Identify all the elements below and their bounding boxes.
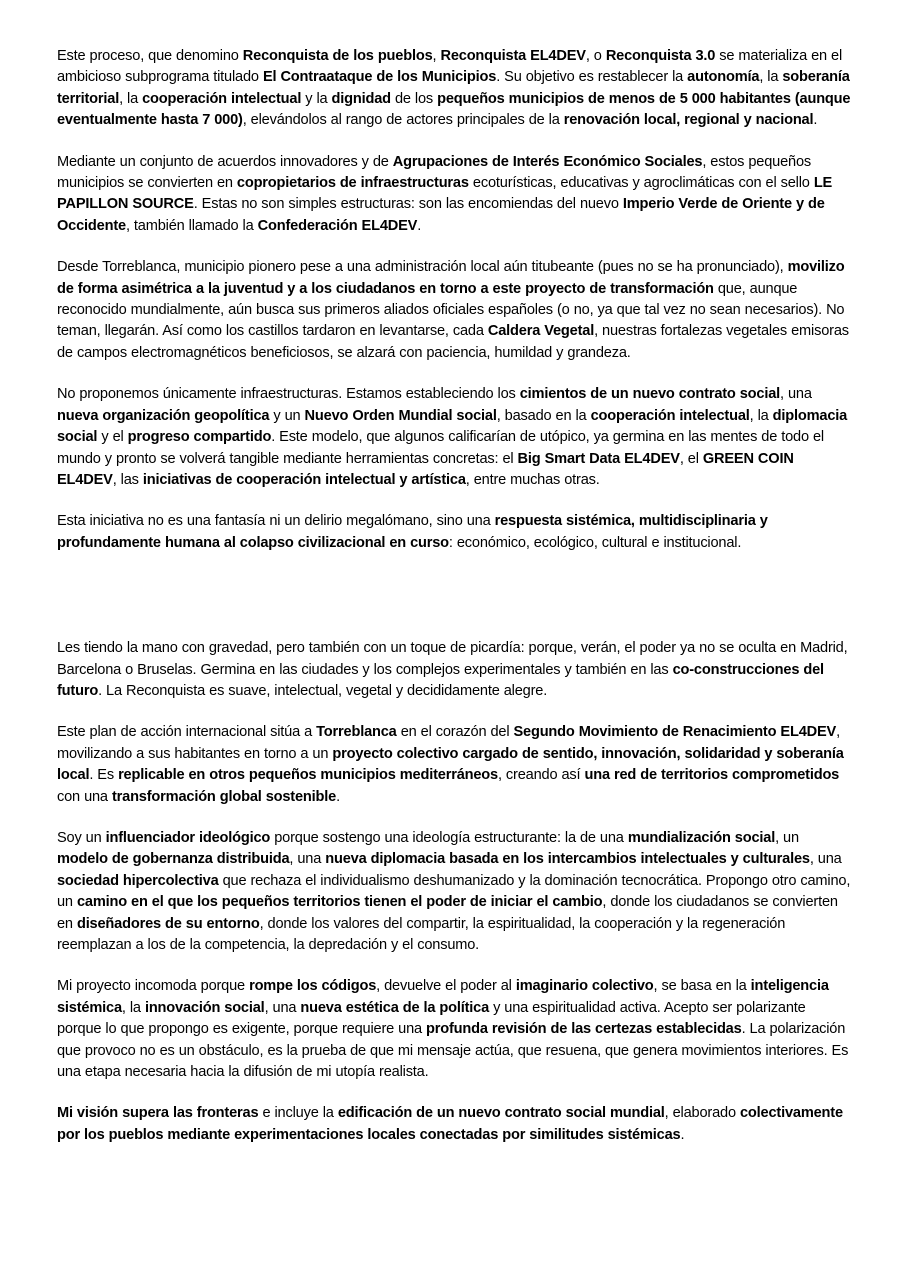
body-text: , un [775,829,799,846]
document-body [57,46,851,1146]
emphasis-text: diplomacia social [57,407,848,446]
body-text: , se basa en la [653,978,751,995]
emphasis-text: Confederación EL4DEV [257,217,418,234]
emphasis-text: co-construcciones del futuro [57,661,824,699]
body-text: que rechaza el individualismo deshumanizado y la dominación tecnocrática. Propongo otro camino, un [57,872,851,911]
emphasis-text: nueva organización geopolítica [57,407,270,424]
emphasis-text: progreso compartido [127,429,272,446]
paragraph [57,257,851,364]
emphasis-text: cimientos de un nuevo contrato social [519,386,781,403]
emphasis-text: dignidad [331,90,391,107]
body-text: Soy un [57,829,106,846]
body-text: porque sostengo una ideología estructurante: la de una [270,829,628,846]
body-text: . La Reconquista es suave, intelectual, vegetal y decididamente alegre. [98,682,548,699]
emphasis-text: copropietarios de infraestructuras [236,175,469,192]
paragraph [57,152,851,238]
emphasis-text: mundialización social [627,829,776,846]
emphasis-text: proyecto colectivo cargado de sentido, innovación, solidaridad y soberanía local [57,745,844,784]
emphasis-text: una red de territorios comprometidos [584,767,840,784]
body-text: . Es [89,767,119,784]
body-text: . La polarización que provoco no es un obstáculo, es la prueba de que mi mensaje actúa, que resuena, que genera movimientos interiores. Es una etapa necesaria hacia la difusión de mi utopía realista. [57,1021,849,1081]
emphasis-text: Agrupaciones de Interés Económico Sociales [392,153,703,170]
emphasis-text: Torreblanca [316,724,397,741]
body-text: , devuelve el poder al [376,978,516,995]
emphasis-text: modelo de gobernanza distribuida [57,851,290,868]
body-text: Esta iniciativa no es una fantasía ni un delirio megalómano, sino una [57,513,495,530]
page-break-spacer [57,554,851,638]
emphasis-text: renovación local, regional y nacional [563,112,814,129]
body-text: , el [679,450,703,467]
body-text: y un [269,407,305,424]
emphasis-text: Caldera Vegetal [487,323,595,340]
body-text: , la [119,90,143,107]
body-text: . Estas no son simples estructuras: son las encomiendas del nuevo [193,196,623,213]
body-text: , creando así [497,767,585,784]
emphasis-text: Reconquista de los pueblos [242,48,433,64]
body-text: , entre muchas otras. [465,471,600,488]
emphasis-text: imaginario colectivo [515,978,654,995]
body-text: , o [585,48,606,64]
emphasis-text: Big Smart Data EL4DEV [517,450,680,467]
emphasis-text: rompe los códigos [249,978,377,995]
body-text: . Su objetivo es restablecer la [496,69,688,86]
body-text: , la [759,69,783,86]
emphasis-text: pequeños municipios de menos de 5 000 habitantes (aunque eventualmente hasta 7 000) [57,90,851,129]
body-text: , movilizando a sus habitantes en torno a un [57,724,840,762]
body-text: , nuestras fortalezas vegetales emisoras de campos electromagnéticos beneficiosos, se alzará con paciencia, humildad y grandeza. [57,323,849,361]
emphasis-text: Imperio Verde de Oriente y de Occidente [57,196,825,234]
emphasis-text: Segundo Movimiento de Renacimiento EL4DEV [513,724,837,741]
paragraph [57,828,851,956]
body-text: ecoturísticas, educativas y agroclimáticas con el sello [468,175,814,192]
body-text: Les tiendo la mano con gravedad, pero también con un toque de picardía: porque, verán, el poder ya no se oculta en Madrid, Barcelona o Bruselas. Germina en las ciudades y los complejos experimentales y también en las [57,640,848,678]
body-text: , donde los valores del compartir, la espiritualidad, la cooperación y la regeneración reemplazan a los de la competencia, la depredación y el consumo. [57,915,786,953]
emphasis-text: replicable en otros pequeños municipios mediterráneos [118,767,498,784]
emphasis-text: innovación social [144,999,265,1016]
emphasis-text: movilizo de forma asimétrica a la juventud y a los ciudadanos en torno a este proyecto de transformación [57,259,845,297]
emphasis-text: sociedad hipercolectiva [57,872,219,889]
emphasis-text: soberanía territorial [57,69,850,107]
body-text: , una [780,386,812,403]
body-text: , las [112,471,143,488]
emphasis-text: colectivamente por los pueblos mediante experimentaciones locales conectadas por similitudes sistémicas [57,1105,843,1143]
emphasis-text: influenciador ideológico [105,829,271,846]
body-text: Mediante un conjunto de acuerdos innovadores y de [57,153,393,170]
body-text: No proponemos únicamente infraestructuras. Estamos estableciendo los [57,386,520,403]
body-text: Este proceso, que denomino [57,48,243,64]
emphasis-text: iniciativas de cooperación intelectual y artística [142,471,466,488]
emphasis-text: edificación de un nuevo contrato social mundial [337,1105,665,1122]
body-text: , la [121,999,145,1016]
body-text: con una [57,788,112,805]
emphasis-text: cooperación intelectual [590,407,750,424]
emphasis-text: cooperación intelectual [142,90,302,107]
emphasis-text: Nuevo Orden Mundial social [304,407,497,424]
paragraph [57,638,851,702]
body-text: de los [390,90,438,107]
body-text: . Este modelo, que algunos calificarían de utópico, ya germina en las mentes de todo el mundo y pronto se volverá tangible mediante herramientas concretas: el [57,429,824,467]
paragraph [57,511,851,554]
body-text: , una [809,851,842,868]
body-text: y el [97,429,128,446]
emphasis-text: profunda revisión de las certezas establecidas [426,1021,742,1038]
document-section-one [57,46,851,554]
emphasis-text: respuesta sistémica, multidisciplinaria y profundamente humana al colapso civilizacional en curso [57,513,768,551]
paragraph [57,46,851,132]
emphasis-text: El Contraataque de los Municipios [262,69,497,86]
body-text: y una espiritualidad activa. Acepto ser polarizante porque lo que propongo es exigente, porque requiere una [57,999,806,1038]
body-text: , donde los ciudadanos se convierten en [57,894,838,932]
body-text: , también llamado la [125,217,258,234]
body-text: , [432,48,441,64]
body-text: , la [749,407,773,424]
emphasis-text: transformación global sostenible [111,788,337,805]
body-text: , una [264,999,301,1016]
paragraph [57,722,851,808]
emphasis-text: nueva estética de la política [300,999,490,1016]
body-text: Desde Torreblanca, municipio pionero pese a una administración local aún titubeante (pues no se ha pronunciado), [57,259,788,276]
body-text: Mi proyecto incomoda porque [57,978,250,995]
body-text: que, aunque reconocido mundialmente, aún busca sus primeros aliados oficiales españoles (o no, ya que tal vez no sean necesarios). No teman, llegarán. Así como los castillos tardaron en levantarse, cada [57,280,845,340]
emphasis-text: nueva diplomacia basada en los intercambios intelectuales y culturales [325,851,810,868]
emphasis-text: Reconquista 3.0 [605,48,716,64]
emphasis-text: autonomía [687,69,760,86]
body-text: , basado en la [496,407,591,424]
body-text: , elevándolos al rango de actores principales de la [242,112,564,129]
paragraph [57,1103,851,1146]
emphasis-text: Mi visión supera las fronteras [57,1105,259,1122]
emphasis-text: camino en el que los pequeños territorios tienen el poder de iniciar el cambio [76,894,603,911]
body-text: y la [301,90,332,107]
body-text: , una [289,851,326,868]
document-section-two [57,638,851,1146]
body-text: . [813,112,818,129]
body-text: . [680,1126,685,1143]
body-text: , estos pequeños municipios se convierten en [57,153,812,192]
body-text: : económico, ecológico, cultural e institucional. [448,534,742,551]
body-text: , elaborado [664,1105,740,1122]
body-text: se materializa en el ambicioso subprograma titulado [57,48,843,86]
paragraph [57,384,851,491]
emphasis-text: GREEN COIN EL4DEV [57,450,794,488]
body-text: en el corazón del [396,724,514,741]
body-text: . [417,217,422,234]
body-text: Este plan de acción internacional sitúa a [57,724,317,741]
emphasis-text: LE PAPILLON SOURCE [57,175,833,213]
emphasis-text: diseñadores de su entorno [76,915,260,932]
paragraph [57,976,851,1083]
body-text: e incluye la [258,1105,338,1122]
emphasis-text: Reconquista EL4DEV [440,48,586,64]
emphasis-text: inteligencia sistémica [57,978,829,1016]
body-text: . [336,788,340,805]
